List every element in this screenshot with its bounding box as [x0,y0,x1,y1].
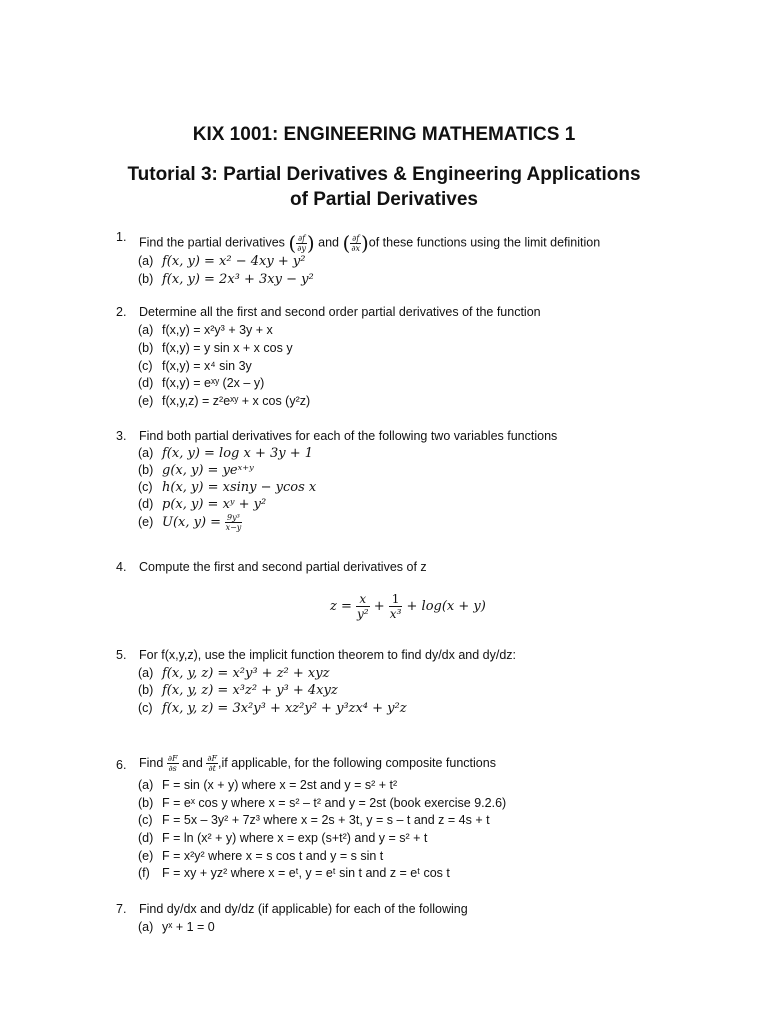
list-item: (c) h(x, y) = xsiny − ycos x [138,480,317,495]
question-text: Determine all the first and second order partial derivatives of the function [139,305,541,319]
list-item: (e) U(x, y) = $\frac{\text{9y³}}{x-y}$ [138,513,242,532]
course-title: KIX 1001: ENGINEERING MATHEMATICS 1 [192,124,576,145]
list-item: (d) F = ln (x² + y) where x = exp (s+t²) and y = s² + t [138,831,428,845]
question-number: 6. [116,758,127,772]
question-number: 7. [116,902,127,916]
tutorial-title-line2: of Partial Derivatives [290,189,478,210]
list-item: (d) f(x,y) = eˣʸ (2x – y) [138,376,265,390]
list-item: (c) f(x, y, z) = 3x²y³ + xz²y² + y³zx⁴ + y²z [138,701,407,716]
question-text: Compute the first and second partial derivatives of z [139,560,427,574]
q3e-fraction: $\frac{\text{9y³}}{x-y}$ [225,513,242,532]
q1-text-before: Find the partial derivatives [139,235,285,250]
list-item: (a) f(x, y) = log x + 3y + 1 [138,446,314,461]
question-number: 2. [116,305,127,319]
question-text: Find $\frac{\partial F}{\partial s}$ and $\frac{\partial F}{\partial t}$ ,if applicable, for the following composite functions [139,754,496,773]
list-item: (b) f(x,y) = y sin x + x cos y [138,341,293,355]
list-item: (e) f(x,y,z) = z²eˣʸ + x cos (y²z) [138,394,311,408]
q4-frac-x-y2: $\frac{x}{\text{y²}}$ [357,592,369,621]
question-number: 4. [116,560,127,574]
list-item: (d) p(x, y) = xʸ + y² [138,497,267,512]
list-item: (a) f(x, y) = x² − 4xy + y² [138,254,306,269]
list-item: (b) f(x, y) = 2x³ + 3xy − y² [138,272,314,287]
tutorial-title [0,162,768,212]
q1-and: and [318,235,340,250]
question-number: 1. [116,230,127,244]
list-item: (c) F = 5x – 3y² + 7z³ where x = 2s + 3t, y = s – t and z = 4s + t [138,813,490,827]
q1-frac-df-dy: $\frac{\partial f}{\partial y}$ [297,233,306,253]
list-item: (a) f(x, y, z) = x²y³ + z² + xyz [138,666,330,681]
question-number: 5. [116,648,127,662]
q4-frac-1-x3: $\frac{1}{\text{x³}}$ [389,592,402,621]
question-text: For f(x,y,z), use the implicit function theorem to find dy/dx and dy/dz: [139,648,517,662]
question-text: Find both partial derivatives for each of the following two variables functions [139,429,558,443]
q1-text-after: of these functions using the limit definition [368,235,601,250]
question-number: 3. [116,429,127,443]
list-item: (b) f(x, y, z) = x³z² + y³ + 4xyz [138,683,338,698]
tutorial-title-line1: Tutorial 3: Partial Derivatives & Engineering Applications [127,164,641,185]
q6-frac-dF-ds: $\frac{\partial F}{\partial s}$ [167,754,178,773]
list-item: (a) F = sin (x + y) where x = 2st and y = s² + t² [138,778,398,792]
q1-frac-df-dx: $\frac{\partial f}{\partial x}$ [351,233,360,253]
list-item: (b) F = eˣ cos y where x = s² – t² and y = 2st (book exercise 9.2.6) [138,796,507,810]
q4-equation: z = $\frac{x}{\text{y²}}$ + $\frac{1}{\text{x³}}$ + log(x + y) [330,592,486,621]
list-item: (e) F = x²y² where x = s cos t and y = s sin t [138,849,384,863]
question-text: Find the partial derivatives ( $\frac{\partial f}{\partial y}$ ) and ( $\frac{\partial f}{\partial x}$ )of these functions using the limit definition [139,231,601,255]
question-text: Find dy/dx and dy/dz (if applicable) for each of the following [139,902,468,916]
list-item: (b) g(x, y) = yeˣ⁺ʸ [138,463,254,478]
list-item: (a) f(x,y) = x²y³ + 3y + x [138,323,273,337]
list-item: (f) F = xy + yz² where x = eᵗ, y = eᵗ sin t and z = eᵗ cos t [138,866,450,880]
q6-frac-dF-dt: $\frac{\partial F}{\partial t}$ [207,754,218,773]
list-item: (a) yˣ + 1 = 0 [138,920,215,934]
list-item: (c) f(x,y) = x⁴ sin 3y [138,359,252,373]
